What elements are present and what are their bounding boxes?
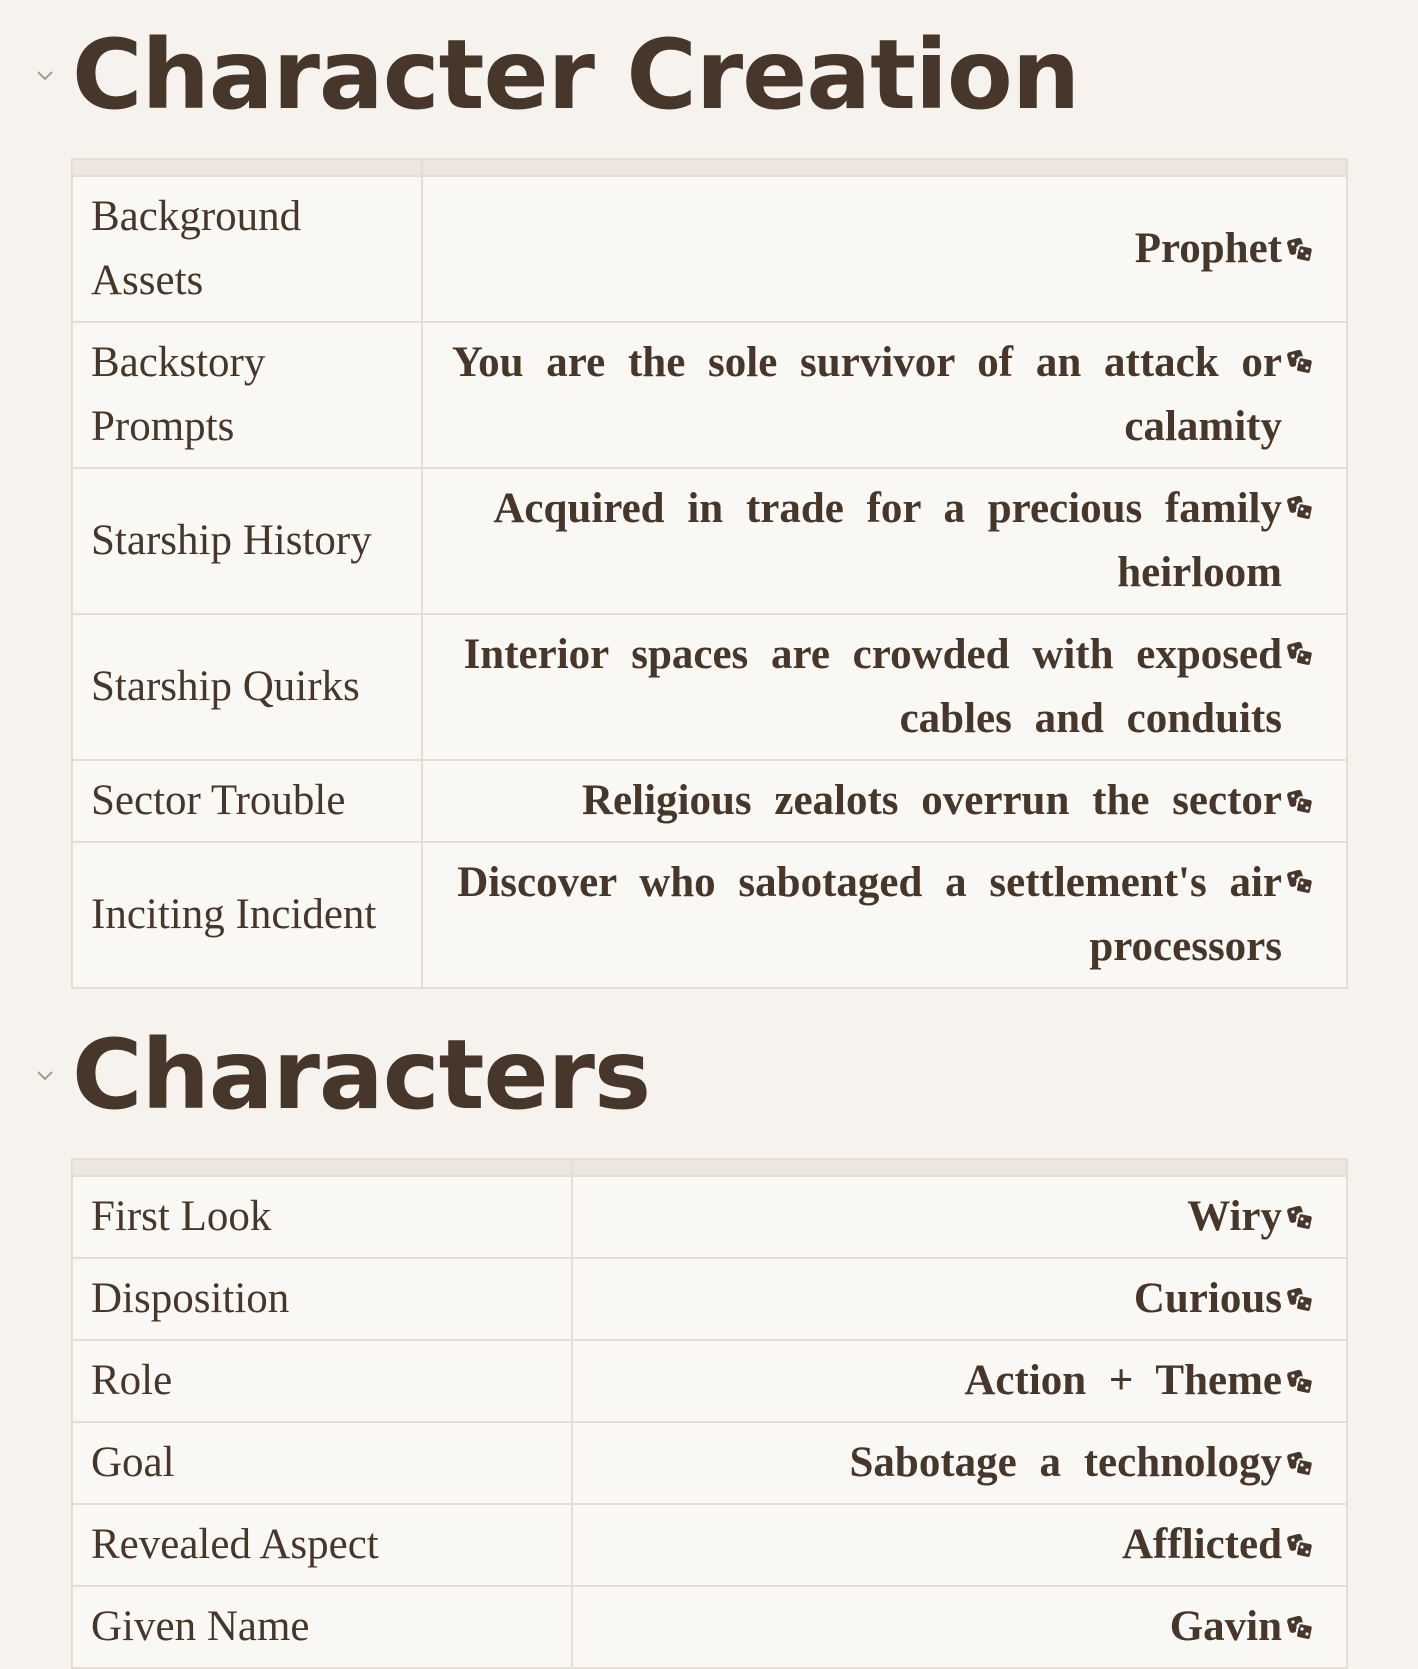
table-header xyxy=(72,1159,1347,1176)
section-title: Character Creation xyxy=(72,19,1080,131)
row-key: Backstory Prompts xyxy=(72,322,422,468)
row-value-text: Curious xyxy=(1133,1275,1282,1322)
table-row xyxy=(72,842,1347,988)
row-key: Starship History xyxy=(72,468,422,614)
row-value-text: Afflicted xyxy=(1122,1521,1282,1568)
table-row xyxy=(72,760,1347,842)
row-value xyxy=(422,176,1347,322)
section-characters xyxy=(0,1000,1418,1650)
row-key: Inciting Incident xyxy=(72,842,422,988)
row-key: Role xyxy=(72,1340,572,1422)
dice-icon[interactable] xyxy=(1286,787,1316,817)
dice-icon[interactable] xyxy=(1286,1203,1316,1233)
row-value xyxy=(572,1422,1347,1504)
row-key: Disposition xyxy=(72,1258,572,1340)
section-header xyxy=(0,0,1418,140)
dice-icon[interactable] xyxy=(1286,639,1316,669)
dice-icon[interactable] xyxy=(1286,347,1316,377)
dice-icon[interactable] xyxy=(1286,1285,1316,1315)
row-value-text: Prophet xyxy=(1134,225,1282,272)
table-row xyxy=(72,1258,1347,1340)
row-key: Sector Trouble xyxy=(72,760,422,842)
table-header xyxy=(72,159,1347,176)
dice-icon[interactable] xyxy=(1286,1531,1316,1561)
section-title: Characters xyxy=(72,1019,651,1131)
dice-icon[interactable] xyxy=(1286,1613,1316,1643)
row-value xyxy=(422,322,1347,468)
section-header xyxy=(0,1000,1418,1140)
row-key: Starship Quirks xyxy=(72,614,422,760)
row-key: Background Assets xyxy=(72,176,422,322)
row-value xyxy=(572,1176,1347,1258)
dice-icon[interactable] xyxy=(1286,493,1316,523)
row-value-text: Discover who sabotaged a settlement's air processors xyxy=(457,859,1282,970)
table-row xyxy=(72,322,1347,468)
row-value xyxy=(572,1504,1347,1586)
table-row xyxy=(72,468,1347,614)
dice-icon[interactable] xyxy=(1286,1367,1316,1397)
row-value-text: Religious zealots overrun the sector xyxy=(581,777,1282,824)
table-row xyxy=(72,1176,1347,1258)
row-value xyxy=(422,614,1347,760)
dice-icon[interactable] xyxy=(1286,867,1316,897)
table-row xyxy=(72,176,1347,322)
row-value xyxy=(422,760,1347,842)
row-value-text: Action + Theme xyxy=(964,1357,1282,1404)
row-value xyxy=(572,1258,1347,1340)
row-value-text: Sabotage a technology xyxy=(849,1439,1282,1486)
characters-table xyxy=(71,1158,1348,1669)
row-key: First Look xyxy=(72,1176,572,1258)
row-value xyxy=(422,468,1347,614)
row-value-text: Acquired in trade for a precious family heirloom xyxy=(493,485,1282,596)
row-value-text: You are the sole survivor of an attack or calamity xyxy=(451,339,1282,450)
table-row xyxy=(72,614,1347,760)
table-row xyxy=(72,1422,1347,1504)
chevron-down-icon[interactable] xyxy=(34,1064,56,1086)
row-value-text: Interior spaces are crowded with exposed cables and conduits xyxy=(463,631,1282,742)
dice-icon[interactable] xyxy=(1286,235,1316,265)
row-value xyxy=(572,1340,1347,1422)
table-row xyxy=(72,1340,1347,1422)
row-value xyxy=(572,1586,1347,1668)
dice-icon[interactable] xyxy=(1286,1449,1316,1479)
row-value-text: Wiry xyxy=(1187,1193,1282,1240)
character-creation-table xyxy=(71,158,1348,989)
table-row xyxy=(72,1504,1347,1586)
row-value xyxy=(422,842,1347,988)
row-key: Revealed Aspect xyxy=(72,1504,572,1586)
chevron-down-icon[interactable] xyxy=(34,64,56,86)
table-row xyxy=(72,1586,1347,1668)
row-key: Goal xyxy=(72,1422,572,1504)
row-key: Given Name xyxy=(72,1586,572,1668)
row-value-text: Gavin xyxy=(1169,1603,1282,1650)
